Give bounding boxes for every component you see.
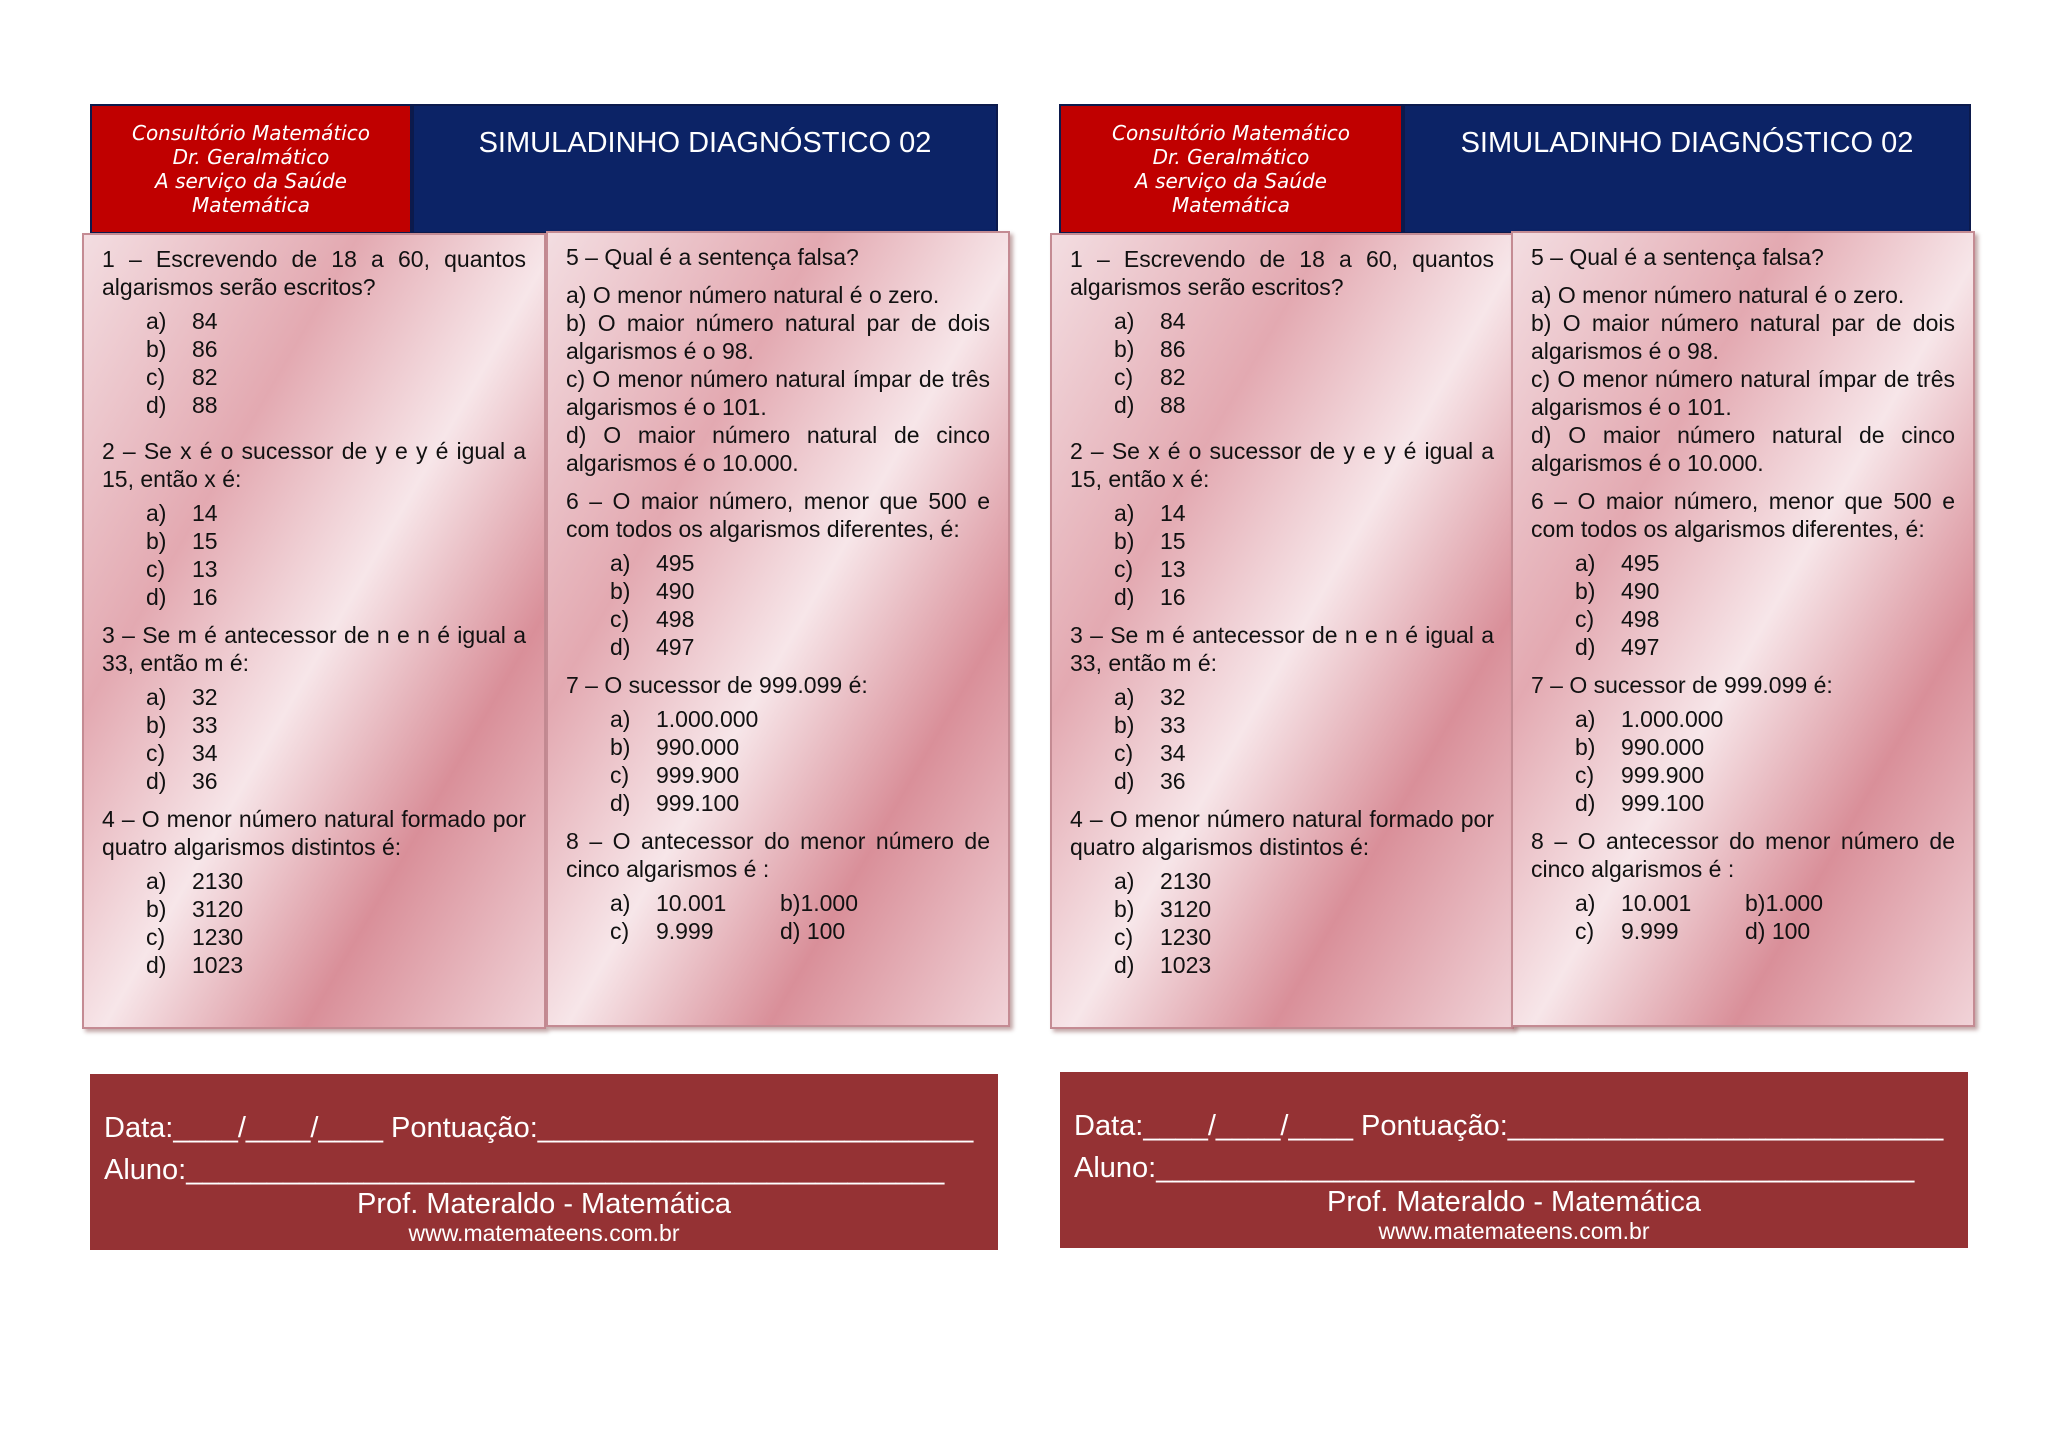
option-letter: c) xyxy=(146,924,166,950)
option-value: 16 xyxy=(192,584,218,610)
spacer xyxy=(1531,477,1955,487)
statement-item: c) O menor número natural ímpar de três algarismos é o 101. xyxy=(566,366,990,420)
option-value: 1.000.000 xyxy=(1621,706,1724,732)
option-letter: c) xyxy=(1114,364,1134,390)
option-item xyxy=(146,555,526,583)
student-name-line[interactable]: Aluno:_______________________________________________ xyxy=(104,1154,945,1186)
option-letter: a) xyxy=(610,550,631,576)
option-letter: b) xyxy=(610,578,631,604)
option-letter: b) xyxy=(1114,336,1135,362)
question-5 xyxy=(566,243,990,477)
question-text: 7 – O sucessor de 999.099 é: xyxy=(1531,672,1833,698)
option-item xyxy=(1575,889,1745,917)
option-item xyxy=(146,527,526,555)
option-letter: b) xyxy=(1114,712,1135,738)
option-item xyxy=(1575,633,1955,661)
statement-item: b) O maior número natural par de dois algarismos é o 98. xyxy=(566,310,990,364)
option-value: 498 xyxy=(1621,606,1660,632)
question-1 xyxy=(102,245,526,419)
option-value: 999.900 xyxy=(656,762,740,788)
option-item xyxy=(146,583,526,611)
option-item xyxy=(1114,555,1494,583)
questions-column-2 xyxy=(546,231,1010,1027)
option-letter: c) xyxy=(1114,924,1134,950)
spacer xyxy=(102,419,526,437)
option-item xyxy=(146,683,526,711)
option-value: 495 xyxy=(656,550,695,576)
option-value: 84 xyxy=(192,308,218,334)
question-text: 8 – O antecessor do menor número de cinco algarismos é : xyxy=(566,828,990,882)
options-list xyxy=(146,499,526,611)
option-value: 498 xyxy=(656,606,695,632)
option-row xyxy=(610,889,990,917)
option-letter: d) xyxy=(146,392,167,418)
question-text: 7 – O sucessor de 999.099 é: xyxy=(566,672,868,698)
option-item xyxy=(610,577,990,605)
options-list xyxy=(1575,705,1955,817)
option-letter: d) xyxy=(146,768,167,794)
option-letter: a) xyxy=(1575,890,1596,916)
question-4 xyxy=(102,805,526,979)
option-value: 9.999 xyxy=(1621,918,1679,944)
option-letter: d) xyxy=(146,584,167,610)
option-item xyxy=(1575,789,1955,817)
option-item xyxy=(146,767,526,795)
option-letter: a) xyxy=(1114,500,1135,526)
statements-list xyxy=(566,281,990,477)
option-item xyxy=(610,917,780,945)
option-value: 2130 xyxy=(1160,868,1212,894)
option-item xyxy=(1575,733,1955,761)
option-item: d) 100 xyxy=(780,918,846,944)
option-value: 13 xyxy=(192,556,218,582)
date-score-line[interactable]: Data:____/____/____ Pontuação:___________________________ xyxy=(1074,1110,1944,1142)
question-text: 8 – O antecessor do menor número de cinco algarismos é : xyxy=(1531,828,1955,882)
question-text: 6 – O maior número, menor que 500 e com todos os algarismos diferentes, é: xyxy=(566,488,990,542)
option-item xyxy=(1114,307,1494,335)
option-item xyxy=(1114,363,1494,391)
question-2 xyxy=(1070,437,1494,611)
option-item xyxy=(1114,895,1494,923)
brand-line: Dr. Geralmático xyxy=(1152,145,1310,169)
spacer xyxy=(1531,661,1955,671)
option-value: 14 xyxy=(192,500,218,526)
teacher-name: Prof. Materaldo - Matemática xyxy=(357,1188,731,1220)
option-item xyxy=(1114,867,1494,895)
brand-line: A serviço da Saúde xyxy=(155,169,347,193)
option-letter: a) xyxy=(610,706,631,732)
option-value: 15 xyxy=(1160,528,1186,554)
option-value: 13 xyxy=(1160,556,1186,582)
option-value: 9.999 xyxy=(656,918,714,944)
option-value: 10.001 xyxy=(1621,890,1692,916)
option-letter: d) xyxy=(1114,392,1135,418)
option-item: b)1.000 xyxy=(1745,890,1824,916)
option-item xyxy=(1575,605,1955,633)
question-2 xyxy=(102,437,526,611)
exam-title: SIMULADINHO DIAGNÓSTICO 02 xyxy=(412,104,998,234)
options-list xyxy=(1114,307,1494,419)
question-1 xyxy=(1070,245,1494,419)
option-item xyxy=(1575,549,1955,577)
statement-item: c) O menor número natural ímpar de três algarismos é o 101. xyxy=(1531,366,1955,420)
option-value: 14 xyxy=(1160,500,1186,526)
option-item: d) 100 xyxy=(1745,918,1811,944)
brand-line: A serviço da Saúde xyxy=(1135,169,1327,193)
option-item xyxy=(1575,917,1745,945)
option-letter: c) xyxy=(610,606,630,632)
teacher-name: Prof. Materaldo - Matemática xyxy=(1327,1186,1701,1218)
option-letter: c) xyxy=(610,918,630,944)
option-value: 84 xyxy=(1160,308,1186,334)
option-letter: b) xyxy=(610,734,631,760)
options-list xyxy=(146,683,526,795)
option-row xyxy=(1575,889,1955,917)
option-value: 990.000 xyxy=(656,734,740,760)
option-letter: d) xyxy=(610,790,631,816)
answer-footer xyxy=(1060,1072,1968,1248)
option-value: 34 xyxy=(192,740,218,766)
option-letter: b) xyxy=(146,712,167,738)
spacer xyxy=(566,477,990,487)
statement-item: b) O maior número natural par de dois algarismos é o 98. xyxy=(1531,310,1955,364)
options-list xyxy=(146,307,526,419)
option-item xyxy=(1114,923,1494,951)
option-value: 1230 xyxy=(192,924,244,950)
option-letter: c) xyxy=(1575,918,1595,944)
option-item xyxy=(1114,583,1494,611)
option-letter: b) xyxy=(146,896,167,922)
options-list xyxy=(1575,549,1955,661)
option-value: 82 xyxy=(192,364,218,390)
option-letter: b) xyxy=(1575,734,1596,760)
spacer xyxy=(566,661,990,671)
option-item xyxy=(610,889,780,917)
options-list xyxy=(1114,867,1494,979)
option-letter: a) xyxy=(1114,684,1135,710)
options-list xyxy=(610,549,990,661)
options-list xyxy=(146,867,526,979)
student-name-line[interactable]: Aluno:_______________________________________________ xyxy=(1074,1152,1915,1184)
option-value: 86 xyxy=(1160,336,1186,362)
option-value: 1023 xyxy=(192,952,244,978)
question-5 xyxy=(1531,243,1955,477)
option-item xyxy=(610,633,990,661)
option-item xyxy=(1114,739,1494,767)
option-value: 16 xyxy=(1160,584,1186,610)
option-letter: b) xyxy=(146,336,167,362)
option-item xyxy=(146,739,526,767)
question-text: 2 – Se x é o sucessor de y e y é igual a 15, então x é: xyxy=(1070,438,1494,492)
option-letter: c) xyxy=(1575,762,1595,788)
option-row xyxy=(1575,917,1955,945)
option-letter: c) xyxy=(610,762,630,788)
option-value: 495 xyxy=(1621,550,1660,576)
option-item xyxy=(1114,951,1494,979)
option-item xyxy=(610,549,990,577)
option-value: 999.900 xyxy=(1621,762,1705,788)
question-text: 5 – Qual é a sentença falsa? xyxy=(566,244,859,270)
question-4 xyxy=(1070,805,1494,979)
option-value: 88 xyxy=(192,392,218,418)
option-letter: a) xyxy=(1114,308,1135,334)
option-row xyxy=(610,917,990,945)
option-item xyxy=(1114,767,1494,795)
option-item xyxy=(146,867,526,895)
option-letter: b) xyxy=(146,528,167,554)
option-item xyxy=(146,951,526,979)
option-value: 15 xyxy=(192,528,218,554)
brand-line: Matemática xyxy=(191,193,311,217)
question-6 xyxy=(1531,487,1955,661)
option-letter: a) xyxy=(146,308,167,334)
option-value: 36 xyxy=(1160,768,1186,794)
statements-list xyxy=(1531,281,1955,477)
option-value: 1230 xyxy=(1160,924,1212,950)
question-8 xyxy=(566,827,990,945)
question-text: 4 – O menor número natural formado por quatro algarismos distintos é: xyxy=(102,806,526,860)
option-item xyxy=(146,711,526,739)
option-letter: a) xyxy=(610,890,631,916)
option-value: 33 xyxy=(192,712,218,738)
option-item xyxy=(146,307,526,335)
option-letter: d) xyxy=(1114,768,1135,794)
option-value: 10.001 xyxy=(656,890,727,916)
options-list xyxy=(1114,499,1494,611)
option-value: 490 xyxy=(656,578,695,604)
options-grid xyxy=(610,889,990,945)
option-letter: c) xyxy=(146,740,166,766)
questions-column-1 xyxy=(82,233,546,1029)
option-item xyxy=(1114,335,1494,363)
option-item xyxy=(146,499,526,527)
statement-item: d) O maior número natural de cinco algarismos é o 10.000. xyxy=(1531,422,1955,476)
question-text: 3 – Se m é antecessor de n e n é igual a 33, então m é: xyxy=(1070,622,1494,676)
option-item xyxy=(146,923,526,951)
option-value: 497 xyxy=(656,634,695,660)
option-item xyxy=(1114,391,1494,419)
question-7 xyxy=(566,671,990,817)
option-value: 3120 xyxy=(1160,896,1212,922)
statement-item: d) O maior número natural de cinco algarismos é o 10.000. xyxy=(566,422,990,476)
option-item xyxy=(610,605,990,633)
option-letter: b) xyxy=(1114,896,1135,922)
option-value: 36 xyxy=(192,768,218,794)
question-3 xyxy=(102,621,526,795)
option-letter: d) xyxy=(1114,952,1135,978)
spacer xyxy=(102,611,526,621)
statement-item: a) O menor número natural é o zero. xyxy=(1531,282,1905,308)
brand-line: Consultório Matemático xyxy=(131,121,370,145)
option-value: 1.000.000 xyxy=(656,706,759,732)
option-value: 34 xyxy=(1160,740,1186,766)
brand-box xyxy=(1059,104,1403,234)
question-text: 3 – Se m é antecessor de n e n é igual a 33, então m é: xyxy=(102,622,526,676)
option-letter: c) xyxy=(1114,740,1134,766)
option-letter: a) xyxy=(1575,550,1596,576)
option-letter: d) xyxy=(1114,584,1135,610)
option-letter: d) xyxy=(1575,790,1596,816)
spacer xyxy=(1070,419,1494,437)
option-item xyxy=(1114,683,1494,711)
brand-line: Consultório Matemático xyxy=(1111,121,1350,145)
option-letter: b) xyxy=(1575,578,1596,604)
answer-footer xyxy=(90,1074,998,1250)
option-letter: a) xyxy=(146,500,167,526)
option-value: 1023 xyxy=(1160,952,1212,978)
option-letter: d) xyxy=(610,634,631,660)
option-value: 86 xyxy=(192,336,218,362)
option-letter: c) xyxy=(146,364,166,390)
option-letter: c) xyxy=(1575,606,1595,632)
option-item xyxy=(146,391,526,419)
option-value: 999.100 xyxy=(656,790,740,816)
option-letter: c) xyxy=(146,556,166,582)
option-item xyxy=(1575,577,1955,605)
options-list xyxy=(1114,683,1494,795)
question-text: 6 – O maior número, menor que 500 e com todos os algarismos diferentes, é: xyxy=(1531,488,1955,542)
option-letter: a) xyxy=(146,684,167,710)
option-item xyxy=(146,335,526,363)
option-value: 33 xyxy=(1160,712,1186,738)
question-text: 1 – Escrevendo de 18 a 60, quantos algarismos serão escritos? xyxy=(102,246,526,300)
spacer xyxy=(1531,817,1955,827)
option-item xyxy=(1575,761,1955,789)
option-letter: b) xyxy=(1114,528,1135,554)
website-url: www.matemateens.com.br xyxy=(1378,1218,1650,1244)
question-text: 1 – Escrevendo de 18 a 60, quantos algarismos serão escritos? xyxy=(1070,246,1494,300)
option-item: b)1.000 xyxy=(780,890,859,916)
option-item xyxy=(146,363,526,391)
option-item xyxy=(146,895,526,923)
option-letter: a) xyxy=(1575,706,1596,732)
spacer xyxy=(1070,611,1494,621)
option-item xyxy=(1114,711,1494,739)
options-grid xyxy=(1575,889,1955,945)
option-letter: a) xyxy=(1114,868,1135,894)
option-value: 32 xyxy=(192,684,218,710)
option-item xyxy=(1114,499,1494,527)
option-value: 497 xyxy=(1621,634,1660,660)
brand-line: Dr. Geralmático xyxy=(172,145,330,169)
spacer xyxy=(102,795,526,805)
questions-column-1 xyxy=(1050,233,1514,1029)
option-value: 32 xyxy=(1160,684,1186,710)
option-item xyxy=(1114,527,1494,555)
brand-line: Matemática xyxy=(1171,193,1291,217)
option-letter: c) xyxy=(1114,556,1134,582)
option-value: 3120 xyxy=(192,896,244,922)
statement-item: a) O menor número natural é o zero. xyxy=(566,282,940,308)
option-item xyxy=(610,789,990,817)
exam-title: SIMULADINHO DIAGNÓSTICO 02 xyxy=(1403,104,1971,234)
option-value: 88 xyxy=(1160,392,1186,418)
question-6 xyxy=(566,487,990,661)
option-item xyxy=(610,761,990,789)
option-value: 2130 xyxy=(192,868,244,894)
option-value: 490 xyxy=(1621,578,1660,604)
option-letter: d) xyxy=(1575,634,1596,660)
option-value: 999.100 xyxy=(1621,790,1705,816)
questions-column-2 xyxy=(1511,231,1975,1027)
spacer xyxy=(566,817,990,827)
option-letter: d) xyxy=(146,952,167,978)
date-score-line[interactable]: Data:____/____/____ Pontuação:___________________________ xyxy=(104,1112,974,1144)
question-text: 4 – O menor número natural formado por quatro algarismos distintos é: xyxy=(1070,806,1494,860)
option-letter: a) xyxy=(146,868,167,894)
brand-box xyxy=(90,104,412,234)
option-value: 82 xyxy=(1160,364,1186,390)
option-value: 990.000 xyxy=(1621,734,1705,760)
question-text: 5 – Qual é a sentença falsa? xyxy=(1531,244,1824,270)
spacer xyxy=(1070,795,1494,805)
option-item xyxy=(1575,705,1955,733)
option-item xyxy=(610,705,990,733)
question-text: 2 – Se x é o sucessor de y e y é igual a 15, então x é: xyxy=(102,438,526,492)
options-list xyxy=(610,705,990,817)
website-url: www.matemateens.com.br xyxy=(408,1220,680,1246)
option-item xyxy=(610,733,990,761)
question-3 xyxy=(1070,621,1494,795)
question-7 xyxy=(1531,671,1955,817)
question-8 xyxy=(1531,827,1955,945)
